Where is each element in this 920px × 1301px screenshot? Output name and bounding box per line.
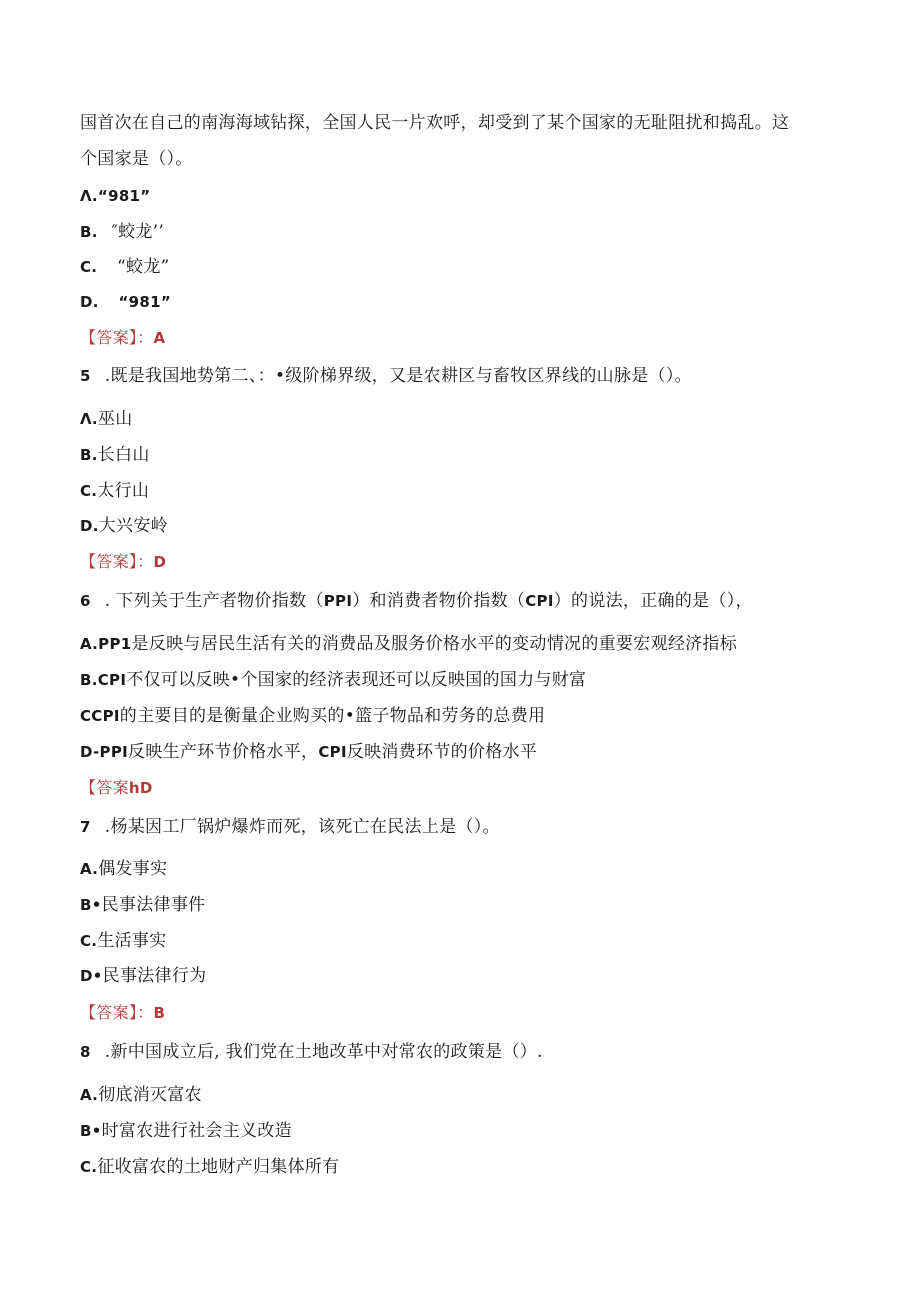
q8-option-b xyxy=(80,1119,292,1143)
q4-stem-line1: 国首次在自己的南海海域钻探，全国人民一片欢呼，却受到了某个国家的无耻阻扰和捣乱。这 xyxy=(80,113,790,133)
option-text: 生活事实 xyxy=(97,931,167,951)
option-label: B• xyxy=(80,1122,102,1140)
question-text: .新中国成立后, 我们党在土地改革中对常农的政策是（）. xyxy=(104,1042,543,1062)
q6-answer xyxy=(80,776,153,800)
q4-answer xyxy=(80,326,165,350)
option-text: 民事法律行为 xyxy=(102,966,207,986)
option-text-2: 反映消费环节的价格水平 xyxy=(346,742,538,762)
q6-stem xyxy=(80,589,753,613)
question-number: 7 xyxy=(80,818,91,836)
option-label: CCPI xyxy=(80,707,120,725)
option-text: 反映生产环节价格水平， xyxy=(128,742,319,762)
option-label: B. xyxy=(80,446,98,464)
option-label: D. xyxy=(80,517,99,535)
option-text: “981” xyxy=(97,187,151,205)
q7-option-d xyxy=(80,964,206,988)
q7-option-a xyxy=(80,857,167,881)
q6-option-b xyxy=(80,668,586,692)
q6-option-d xyxy=(80,740,537,764)
option-text: 长白山 xyxy=(97,445,150,465)
option-text: 太行山 xyxy=(97,481,150,501)
answer-tag: 【答案】： xyxy=(80,1003,154,1022)
answer-value: A xyxy=(153,329,166,347)
q7-answer xyxy=(80,1001,165,1025)
option-label: A. xyxy=(80,860,99,878)
option-text: 彻底消灭富农 xyxy=(98,1085,202,1105)
answer-tag: 【答案 xyxy=(80,778,129,797)
q5-option-d xyxy=(80,514,168,538)
question-text-a: . 下列关于生产者物价指数（ xyxy=(104,591,324,611)
answer-value: B xyxy=(153,1004,166,1022)
q7-option-c xyxy=(80,929,167,953)
question-text: .既是我国地势第二、：•级阶梯界级，又是农耕区与畜牧区界线的山脉是（）。 xyxy=(104,366,692,386)
question-text-c: ）和消费者物价指数（ xyxy=(352,591,526,611)
question-number: 6 xyxy=(80,592,91,610)
answer-tag: 【答案】： xyxy=(80,328,154,347)
answer-value: D xyxy=(153,553,167,571)
option-label: C. xyxy=(80,482,98,500)
q5-option-a xyxy=(80,407,133,431)
q5-stem xyxy=(80,364,692,388)
question-text-d: CPI xyxy=(525,592,554,610)
option-text: “蛟龙” xyxy=(117,257,170,277)
option-label: A.PP1 xyxy=(80,635,132,653)
option-label: D-PPI xyxy=(80,743,129,761)
answer-tag: 【答案】： xyxy=(80,552,154,571)
option-text: 不仅可以反映•个国家的经济表现还可以反映国的国力与财富 xyxy=(126,670,587,690)
option-label: Λ. xyxy=(80,410,98,428)
option-text: 民事法律事件 xyxy=(101,895,206,915)
option-label: C. xyxy=(80,932,98,950)
q5-option-b xyxy=(80,443,150,467)
q7-option-b xyxy=(80,893,205,917)
q5-answer xyxy=(80,550,166,574)
option-label-2: CPI xyxy=(318,743,347,761)
q8-stem xyxy=(80,1040,543,1064)
question-number: 8 xyxy=(80,1043,91,1061)
question-number: 5 xyxy=(80,367,91,385)
option-label: B.CPI xyxy=(80,671,127,689)
option-text: 巫山 xyxy=(97,409,133,429)
option-text: 是反映与居民生活有关的消费品及服务价格水平的变动情况的重要宏观经济指标 xyxy=(131,634,738,654)
option-label: Λ. xyxy=(80,187,98,205)
q6-option-c xyxy=(80,704,545,728)
option-label: C. xyxy=(80,258,98,276)
q6-option-a xyxy=(80,632,737,656)
option-text: 的主要目的是衡量企业购买的•篮子物品和劳务的总费用 xyxy=(119,706,546,726)
q4-stem-line2: 个国家是（）。 xyxy=(80,149,193,169)
question-text-e: ）的说法，正确的是（）， xyxy=(553,591,753,611)
option-label: D. xyxy=(80,293,99,311)
answer-value: hD xyxy=(128,779,153,797)
question-text-b: PPI xyxy=(323,592,353,610)
option-text: 大兴安岭 xyxy=(98,516,168,536)
option-text: “981” xyxy=(118,293,171,311)
q4-option-a xyxy=(80,184,150,208)
q8-option-a xyxy=(80,1083,202,1107)
option-label: C. xyxy=(80,1158,98,1176)
option-label: A. xyxy=(80,1086,99,1104)
q7-stem xyxy=(80,815,500,839)
q4-option-d xyxy=(80,290,171,314)
option-label: D• xyxy=(80,967,103,985)
question-text: .杨某因工厂锅炉爆炸而死，该死亡在民法上是（）。 xyxy=(104,817,500,837)
option-label: B• xyxy=(80,896,102,914)
option-text: 时富农进行社会主义改造 xyxy=(101,1121,292,1141)
q8-option-c xyxy=(80,1155,340,1179)
option-text: ″蛟龙’’ xyxy=(111,222,165,242)
q4-option-b xyxy=(80,220,164,244)
q4-option-c xyxy=(80,255,170,279)
option-label: B. xyxy=(80,223,98,241)
option-text: 偶发事实 xyxy=(98,859,168,879)
q5-option-c xyxy=(80,479,149,503)
option-text: 征收富农的土地财产归集体所有 xyxy=(97,1157,340,1177)
